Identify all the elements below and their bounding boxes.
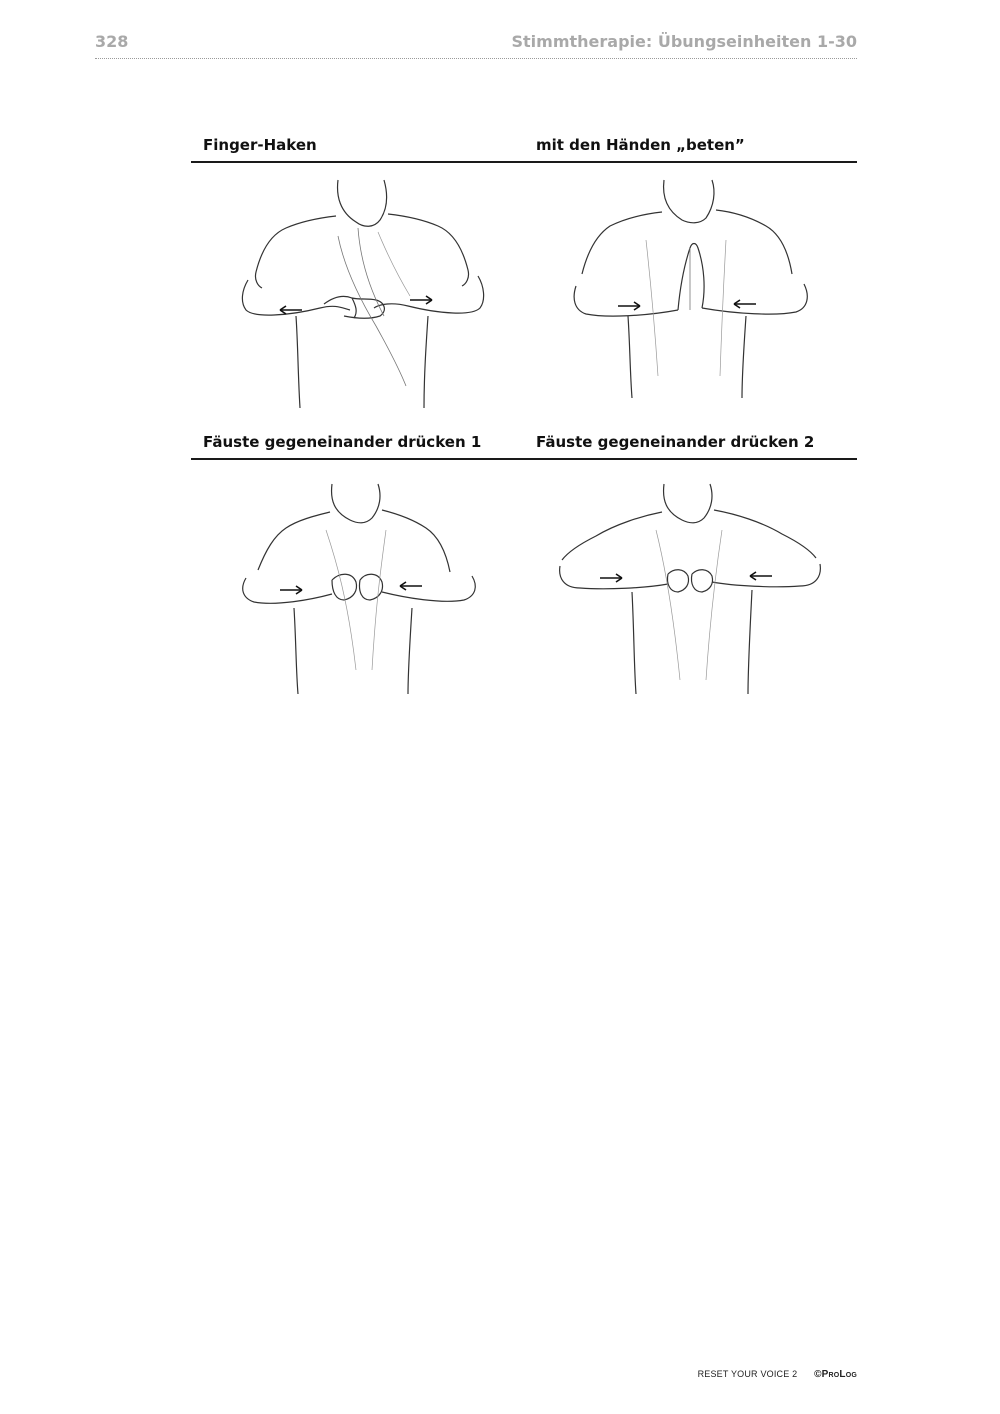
illustration-praying-hands (566, 176, 816, 406)
arrow-right-icon (410, 296, 432, 304)
section-rule-bottom (191, 458, 857, 460)
caption-fists-1: Fäuste gegeneinander drücken 1 (203, 433, 482, 451)
caption-praying-hands: mit den Händen „beten” (536, 136, 745, 154)
arrow-right-icon (600, 574, 622, 582)
running-title: Stimmtherapie: Übungseinheiten 1-30 (511, 32, 857, 51)
arrow-right-icon (280, 586, 302, 594)
page-number: 328 (95, 32, 129, 51)
page-header (95, 28, 857, 59)
caption-finger-hook: Finger-Haken (203, 136, 317, 154)
footer-publisher: ©ProLog (814, 1369, 857, 1380)
illustration-fists-pressing-2 (556, 480, 826, 700)
arrow-right-icon (618, 302, 640, 310)
arrow-left-icon (400, 582, 422, 590)
footer-book-title: RESET YOUR VOICE 2 (697, 1369, 798, 1379)
arrow-left-icon (734, 300, 756, 308)
illustration-fists-pressing-1 (236, 480, 486, 700)
page-footer (698, 1369, 857, 1380)
caption-fists-2: Fäuste gegeneinander drücken 2 (536, 433, 815, 451)
section-rule-top (191, 161, 857, 163)
illustration-finger-hook (228, 176, 498, 416)
arrow-left-icon (750, 572, 772, 580)
